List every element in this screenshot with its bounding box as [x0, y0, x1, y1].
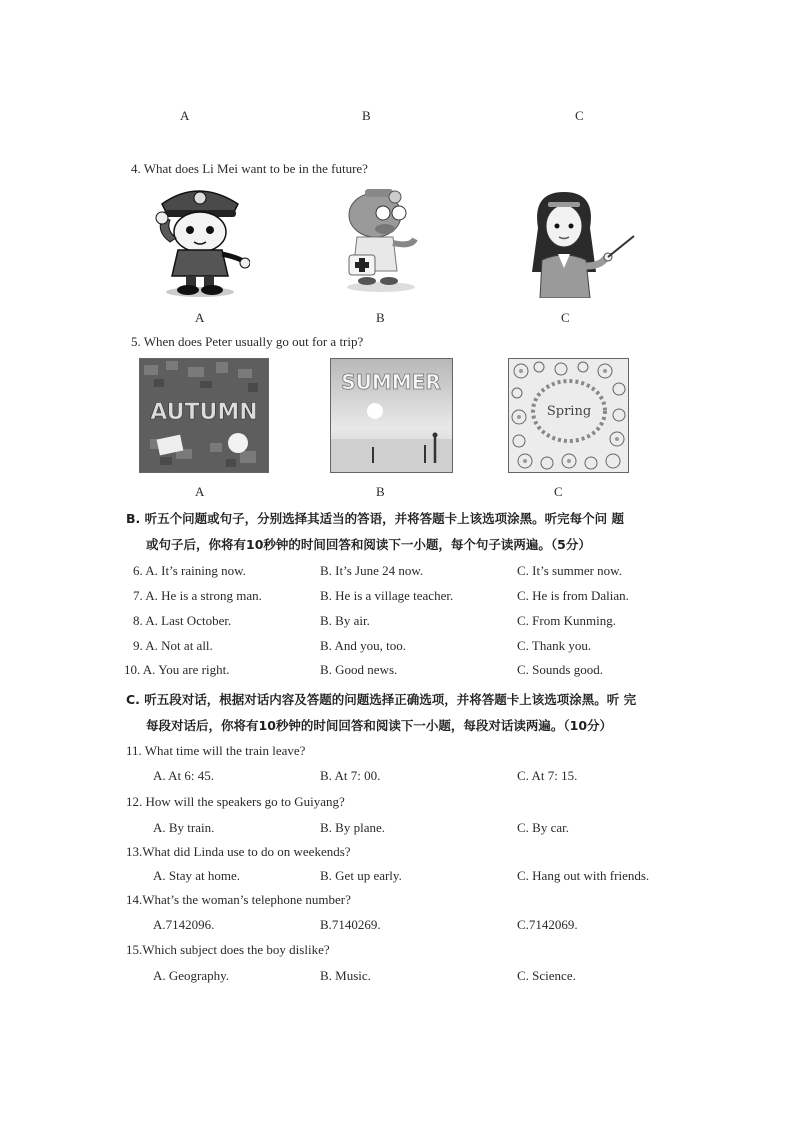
q12-option-a: A. By train. [153, 820, 215, 835]
question-15: 15.Which subject does the boy dislike? [126, 942, 330, 957]
spring-image [508, 358, 629, 473]
question-11: 11. What time will the train leave? [126, 743, 306, 758]
spring-text: Spring [546, 404, 592, 419]
q8-option-a: 8. A. Last October. [133, 613, 232, 628]
section-b-instruction-line2: 或句子后，你将有10秒钟的时间回答和阅读下一小题，每个句子读两遍。（5分） [146, 537, 591, 552]
q10-option-a: 10. A. You are right. [124, 662, 230, 677]
q10-option-b: B. Good news. [320, 662, 398, 677]
q7-option-a: 7. A. He is a strong man. [133, 588, 262, 603]
q11-option-b: B. At 7: 00. [320, 768, 381, 783]
q8-option-b: B. By air. [320, 613, 370, 628]
q15-option-a: A. Geography. [153, 968, 230, 983]
q5-label-b: B [376, 484, 385, 499]
question-13: 13.What did Linda use to do on weekends? [126, 844, 351, 859]
q14-option-a: A.7142096. [153, 917, 215, 932]
q5-label-a: A [195, 484, 205, 499]
q6-option-b: B. It’s June 24 now. [320, 563, 424, 578]
q11-option-c: C. At 7: 15. [517, 768, 578, 783]
q6-option-c: C. It’s summer now. [517, 563, 622, 578]
section-b-instruction-line1: B. 听五个问题或句子，分别选择其适当的答语，并将答题卡上该选项涂黑。听完每个问 题 [126, 511, 624, 526]
q4-label-b: B [376, 310, 385, 325]
q5-label-c: C [554, 484, 563, 499]
q7-option-c: C. He is from Dalian. [517, 588, 629, 603]
autumn-image [139, 358, 269, 473]
q15-option-b: B. Music. [320, 968, 371, 983]
q6-option-a: 6. A. It’s raining now. [133, 563, 246, 578]
q13-option-c: C. Hang out with friends. [517, 868, 650, 883]
q15-option-c: C. Science. [517, 968, 576, 983]
q13-option-b: B. Get up early. [320, 868, 402, 883]
question-12: 12. How will the speakers go to Guiyang? [126, 794, 345, 809]
summer-image [330, 358, 453, 473]
option-label-c: C [575, 108, 584, 123]
q9-option-a: 9. A. Not at all. [133, 638, 213, 653]
question-14: 14.What’s the woman’s telephone number? [126, 892, 351, 907]
q10-option-c: C. Sounds good. [517, 662, 603, 677]
q8-option-c: C. From Kunming. [517, 613, 616, 628]
q14-option-c: C.7142069. [517, 917, 578, 932]
section-c-instruction-line1: C. 听五段对话，根据对话内容及答题的问题选择正确选项，并将答题卡上该选项涂黑。听 完 [126, 692, 637, 707]
q7-option-b: B. He is a village teacher. [320, 588, 454, 603]
doctor-image [335, 185, 427, 295]
policeman-image [148, 180, 250, 300]
q4-label-a: A [195, 310, 205, 325]
q9-option-c: C. Thank you. [517, 638, 592, 653]
q13-option-a: A. Stay at home. [153, 868, 241, 883]
teacher-image [520, 188, 638, 298]
option-label-a: A [180, 108, 190, 123]
q14-option-b: B.7140269. [320, 917, 381, 932]
summer-text: SUMMER [341, 370, 441, 394]
q12-option-c: C. By car. [517, 820, 569, 835]
q4-label-c: C [561, 310, 570, 325]
question-4: 4. What does Li Mei want to be in the future? [131, 161, 368, 176]
q11-option-a: A. At 6: 45. [153, 768, 215, 783]
q9-option-b: B. And you, too. [320, 638, 406, 653]
autumn-text: AUTUMN [150, 400, 258, 425]
q12-option-b: B. By plane. [320, 820, 385, 835]
question-5: 5. When does Peter usually go out for a trip? [131, 334, 364, 349]
section-c-instruction-line2: 每段对话后，你将有10秒钟的时间回答和阅读下一小题，每段对话读两遍。（10分） [146, 718, 613, 733]
option-label-b: B [362, 108, 371, 123]
